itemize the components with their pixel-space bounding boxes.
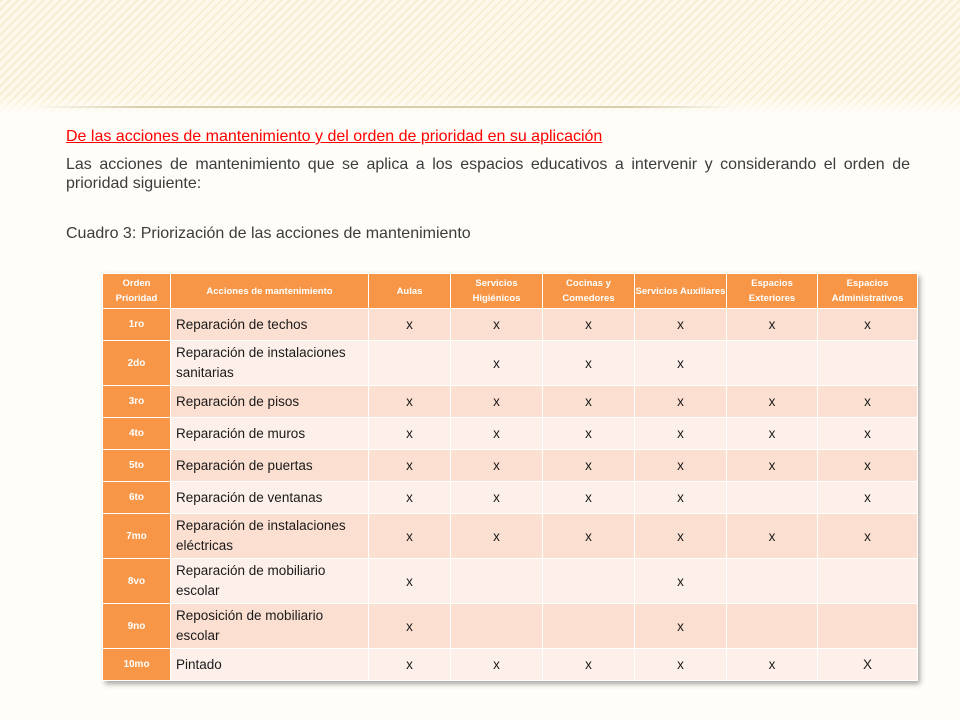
mark-cell: x — [451, 341, 543, 386]
mark-cell — [543, 604, 635, 649]
mark-cell: x — [451, 386, 543, 418]
mark-cell: x — [543, 341, 635, 386]
priority-cell: 5to — [103, 450, 171, 482]
priority-cell: 7mo — [103, 514, 171, 559]
priority-cell: 8vo — [103, 559, 171, 604]
table-row — [103, 482, 918, 514]
mark-cell: x — [818, 514, 918, 559]
action-cell: Pintado — [171, 649, 369, 681]
mark-cell: x — [635, 309, 727, 341]
table-row — [103, 559, 918, 604]
header-priority: Orden Prioridad — [103, 274, 171, 309]
mark-cell: x — [727, 309, 818, 341]
table-row — [103, 386, 918, 418]
priority-cell: 2do — [103, 341, 171, 386]
mark-cell: x — [543, 514, 635, 559]
mark-cell: x — [451, 514, 543, 559]
action-cell: Reparación de mobiliario escolar — [171, 559, 369, 604]
table-header-row — [103, 274, 918, 309]
mark-cell: x — [727, 450, 818, 482]
table-row — [103, 309, 918, 341]
mark-cell: x — [727, 418, 818, 450]
mark-cell: x — [369, 649, 451, 681]
priority-cell: 6to — [103, 482, 171, 514]
mark-cell: x — [451, 450, 543, 482]
mark-cell: x — [369, 514, 451, 559]
mark-cell — [543, 559, 635, 604]
mark-cell: x — [369, 559, 451, 604]
mark-cell: x — [451, 482, 543, 514]
mark-cell: x — [727, 514, 818, 559]
mark-cell: x — [451, 418, 543, 450]
mark-cell: x — [635, 649, 727, 681]
mark-cell: x — [451, 649, 543, 681]
mark-cell — [451, 559, 543, 604]
action-cell: Reparación de ventanas — [171, 482, 369, 514]
table-body — [103, 309, 918, 681]
mark-cell: x — [727, 386, 818, 418]
mark-cell — [451, 604, 543, 649]
mark-cell: x — [543, 482, 635, 514]
mark-cell — [818, 559, 918, 604]
mark-cell: x — [369, 482, 451, 514]
priority-table — [102, 273, 918, 681]
mark-cell: x — [727, 649, 818, 681]
mark-cell: x — [543, 450, 635, 482]
mark-cell: x — [543, 418, 635, 450]
table-row — [103, 604, 918, 649]
header-aulas: Aulas — [369, 274, 451, 309]
decorative-rule — [36, 106, 736, 108]
mark-cell — [727, 482, 818, 514]
mark-cell: x — [818, 482, 918, 514]
header-action: Acciones de mantenimiento — [171, 274, 369, 309]
mark-cell: x — [635, 604, 727, 649]
action-cell: Reparación de pisos — [171, 386, 369, 418]
mark-cell — [727, 559, 818, 604]
mark-cell — [369, 341, 451, 386]
header-cocinas-comedores: Cocinas y Comedores — [543, 274, 635, 309]
mark-cell: x — [635, 450, 727, 482]
mark-cell: x — [818, 309, 918, 341]
action-cell: Reparación de muros — [171, 418, 369, 450]
mark-cell: x — [369, 418, 451, 450]
priority-cell: 10mo — [103, 649, 171, 681]
mark-cell: x — [818, 418, 918, 450]
priority-table-container — [102, 273, 917, 681]
mark-cell — [818, 341, 918, 386]
intro-paragraph: Las acciones de mantenimiento que se aplica a los espacios educativos a intervenir y considerando el orden de prioridad siguiente: — [66, 156, 910, 192]
mark-cell: x — [818, 450, 918, 482]
mark-cell: x — [543, 386, 635, 418]
section-heading: De las acciones de mantenimiento y del orden de prioridad en su aplicación — [66, 128, 603, 145]
action-cell: Reparación de instalaciones eléctricas — [171, 514, 369, 559]
header-servicios-auxiliares: Servicios Auxiliares — [635, 274, 727, 309]
priority-cell: 3ro — [103, 386, 171, 418]
mark-cell: x — [635, 559, 727, 604]
priority-cell: 1ro — [103, 309, 171, 341]
mark-cell: X — [818, 649, 918, 681]
action-cell: Reparación de puertas — [171, 450, 369, 482]
mark-cell: x — [635, 386, 727, 418]
table-row — [103, 450, 918, 482]
table-row — [103, 341, 918, 386]
header-servicios-higienicos: Servicios Higiénicos — [451, 274, 543, 309]
mark-cell: x — [369, 604, 451, 649]
mark-cell — [727, 604, 818, 649]
mark-cell: x — [369, 450, 451, 482]
mark-cell: x — [635, 482, 727, 514]
priority-cell: 4to — [103, 418, 171, 450]
mark-cell: x — [369, 386, 451, 418]
mark-cell: x — [635, 341, 727, 386]
action-cell: Reparación de instalaciones sanitarias — [171, 341, 369, 386]
mark-cell: x — [369, 309, 451, 341]
mark-cell: x — [543, 649, 635, 681]
table-row — [103, 649, 918, 681]
mark-cell: x — [451, 309, 543, 341]
table-row — [103, 418, 918, 450]
header-espacios-exteriores: Espacios Exteriores — [727, 274, 818, 309]
mark-cell — [727, 341, 818, 386]
action-cell: Reparación de techos — [171, 309, 369, 341]
mark-cell: x — [635, 418, 727, 450]
header-espacios-administrativos: Espacios Administrativos — [818, 274, 918, 309]
table-row — [103, 514, 918, 559]
priority-cell: 9no — [103, 604, 171, 649]
mark-cell: x — [818, 386, 918, 418]
action-cell: Reposición de mobiliario escolar — [171, 604, 369, 649]
mark-cell: x — [635, 514, 727, 559]
mark-cell: x — [543, 309, 635, 341]
mark-cell — [818, 604, 918, 649]
table-caption: Cuadro 3: Priorización de las acciones de mantenimiento — [66, 225, 471, 242]
